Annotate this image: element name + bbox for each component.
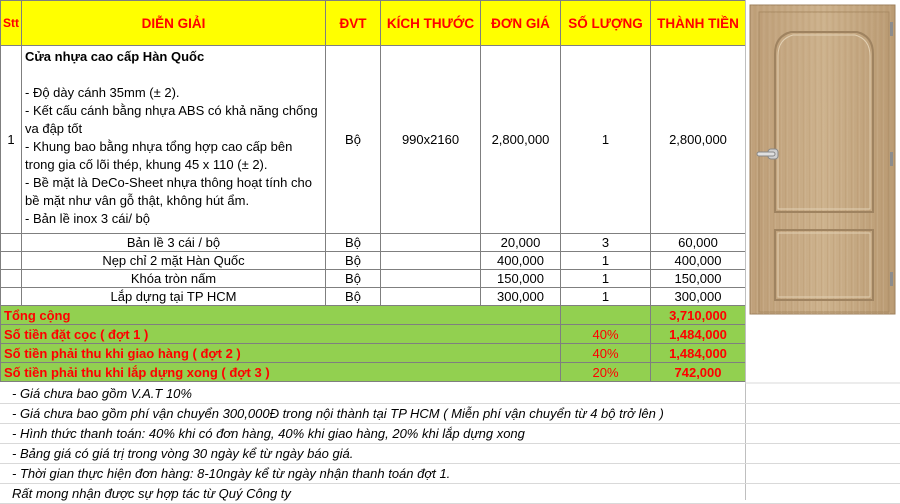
desc-line: - Độ dày cánh 35mm (± 2).: [25, 85, 180, 100]
item-don-gia[interactable]: 2,800,000: [481, 46, 561, 234]
header-row: [1, 1, 746, 46]
sub-item-dvt[interactable]: Bộ: [326, 252, 381, 270]
item-so-luong[interactable]: 1: [561, 46, 651, 234]
total-pct[interactable]: [561, 306, 651, 325]
delivery-payment-pct[interactable]: 40%: [561, 344, 651, 363]
item-stt[interactable]: 1: [1, 46, 22, 234]
note-line[interactable]: - Giá chưa bao gồm V.A.T 10%: [0, 384, 900, 404]
sub-item-thanh-tien[interactable]: 150,000: [651, 270, 746, 288]
main-item-row: [1, 46, 746, 234]
door-icon: [747, 2, 898, 316]
col-thanh-tien[interactable]: THÀNH TIỀN: [651, 1, 746, 46]
door-product-image: [747, 2, 898, 316]
note-line[interactable]: - Hình thức thanh toán: 40% khi có đơn hàng, 40% khi giao hàng, 20% khi lắp dựng xong: [0, 424, 900, 444]
item-thanh-tien[interactable]: 2,800,000: [651, 46, 746, 234]
sub-item-name[interactable]: Nẹp chỉ 2 mặt Hàn Quốc: [22, 252, 326, 270]
sub-item-don-gia[interactable]: 150,000: [481, 270, 561, 288]
sub-item-row: [1, 270, 746, 288]
sub-item-dvt[interactable]: Bộ: [326, 234, 381, 252]
final-payment-row: [1, 363, 746, 382]
final-payment-label[interactable]: Số tiền phải thu khi lắp dựng xong ( đợt 3 ): [1, 363, 561, 382]
desc-line: - Bản lề inox 3 cái/ bộ: [25, 211, 151, 226]
sub-item-thanh-tien[interactable]: 300,000: [651, 288, 746, 306]
item-title: Cửa nhựa cao cấp Hàn Quốc: [25, 49, 205, 64]
sub-item-so-luong[interactable]: 1: [561, 252, 651, 270]
sub-item-don-gia[interactable]: 20,000: [481, 234, 561, 252]
sub-item-name[interactable]: Khóa tròn nấm: [22, 270, 326, 288]
note-line[interactable]: - Thời gian thực hiện đơn hàng: 8-10ngày kể từ ngày nhận thanh toán đợt 1.: [0, 464, 900, 484]
delivery-payment-label[interactable]: Số tiền phải thu khi giao hàng ( đợt 2 ): [1, 344, 561, 363]
empty-cell[interactable]: [1, 234, 22, 252]
total-row: [1, 306, 746, 325]
empty-cell[interactable]: [1, 288, 22, 306]
sub-item-row: [1, 252, 746, 270]
sub-item-thanh-tien[interactable]: 60,000: [651, 234, 746, 252]
empty-cell[interactable]: [1, 252, 22, 270]
delivery-payment-row: [1, 344, 746, 363]
col-don-gia[interactable]: ĐƠN GIÁ: [481, 1, 561, 46]
notes-section: [0, 384, 900, 504]
col-dvt[interactable]: ĐVT: [326, 1, 381, 46]
deposit-amount[interactable]: 1,484,000: [651, 325, 746, 344]
empty-cell[interactable]: [381, 288, 481, 306]
deposit-pct[interactable]: 40%: [561, 325, 651, 344]
sub-item-name[interactable]: Bản lề 3 cái / bộ: [22, 234, 326, 252]
note-line[interactable]: - Bảng giá có giá trị trong vòng 30 ngày kể từ ngày báo giá.: [0, 444, 900, 464]
deposit-row: [1, 325, 746, 344]
empty-cell[interactable]: [1, 270, 22, 288]
sub-item-row: [1, 288, 746, 306]
sub-item-so-luong[interactable]: 3: [561, 234, 651, 252]
sub-item-dvt[interactable]: Bộ: [326, 270, 381, 288]
empty-cell[interactable]: [381, 234, 481, 252]
sub-item-name[interactable]: Lắp dựng tại TP HCM: [22, 288, 326, 306]
sub-item-row: [1, 234, 746, 252]
empty-cell[interactable]: [381, 252, 481, 270]
desc-line: - Khung bao bằng nhựa tổng hợp cao cấp bên trong gia cố lõi thép, khung 45 x 110 (± 2).: [25, 139, 293, 172]
item-kich-thuoc[interactable]: 990x2160: [381, 46, 481, 234]
note-line[interactable]: - Giá chưa bao gồm phí vận chuyển 300,000Đ trong nội thành tại TP HCM ( Miễn phí vận chuyển từ 4 bộ trở lên ): [0, 404, 900, 424]
col-dien-giai[interactable]: DIỄN GIẢI: [22, 1, 326, 46]
sub-item-thanh-tien[interactable]: 400,000: [651, 252, 746, 270]
col-kich-thuoc[interactable]: KÍCH THƯỚC: [381, 1, 481, 46]
col-stt[interactable]: Stt: [1, 1, 22, 46]
delivery-payment-amount[interactable]: 1,484,000: [651, 344, 746, 363]
total-label[interactable]: Tổng cộng: [1, 306, 561, 325]
col-so-luong[interactable]: SỐ LƯỢNG: [561, 1, 651, 46]
sub-item-so-luong[interactable]: 1: [561, 288, 651, 306]
desc-line: - Bề mặt là DeCo-Sheet nhựa thông hoạt tính cho bề mặt như vân gỗ thật, không hút ẩm.: [25, 175, 312, 208]
note-line[interactable]: Rất mong nhận được sự hợp tác từ Quý Công ty: [0, 484, 900, 504]
deposit-label[interactable]: Số tiền đặt cọc ( đợt 1 ): [1, 325, 561, 344]
sub-item-don-gia[interactable]: 400,000: [481, 252, 561, 270]
sub-item-don-gia[interactable]: 300,000: [481, 288, 561, 306]
final-payment-pct[interactable]: 20%: [561, 363, 651, 382]
item-description[interactable]: [22, 46, 326, 234]
sub-item-dvt[interactable]: Bộ: [326, 288, 381, 306]
empty-cell[interactable]: [381, 270, 481, 288]
sub-item-so-luong[interactable]: 1: [561, 270, 651, 288]
desc-line: - Kết cấu cánh bằng nhựa ABS có khả năng chống va đập tốt: [25, 103, 318, 136]
total-amount[interactable]: 3,710,000: [651, 306, 746, 325]
item-dvt[interactable]: Bộ: [326, 46, 381, 234]
final-payment-amount[interactable]: 742,000: [651, 363, 746, 382]
